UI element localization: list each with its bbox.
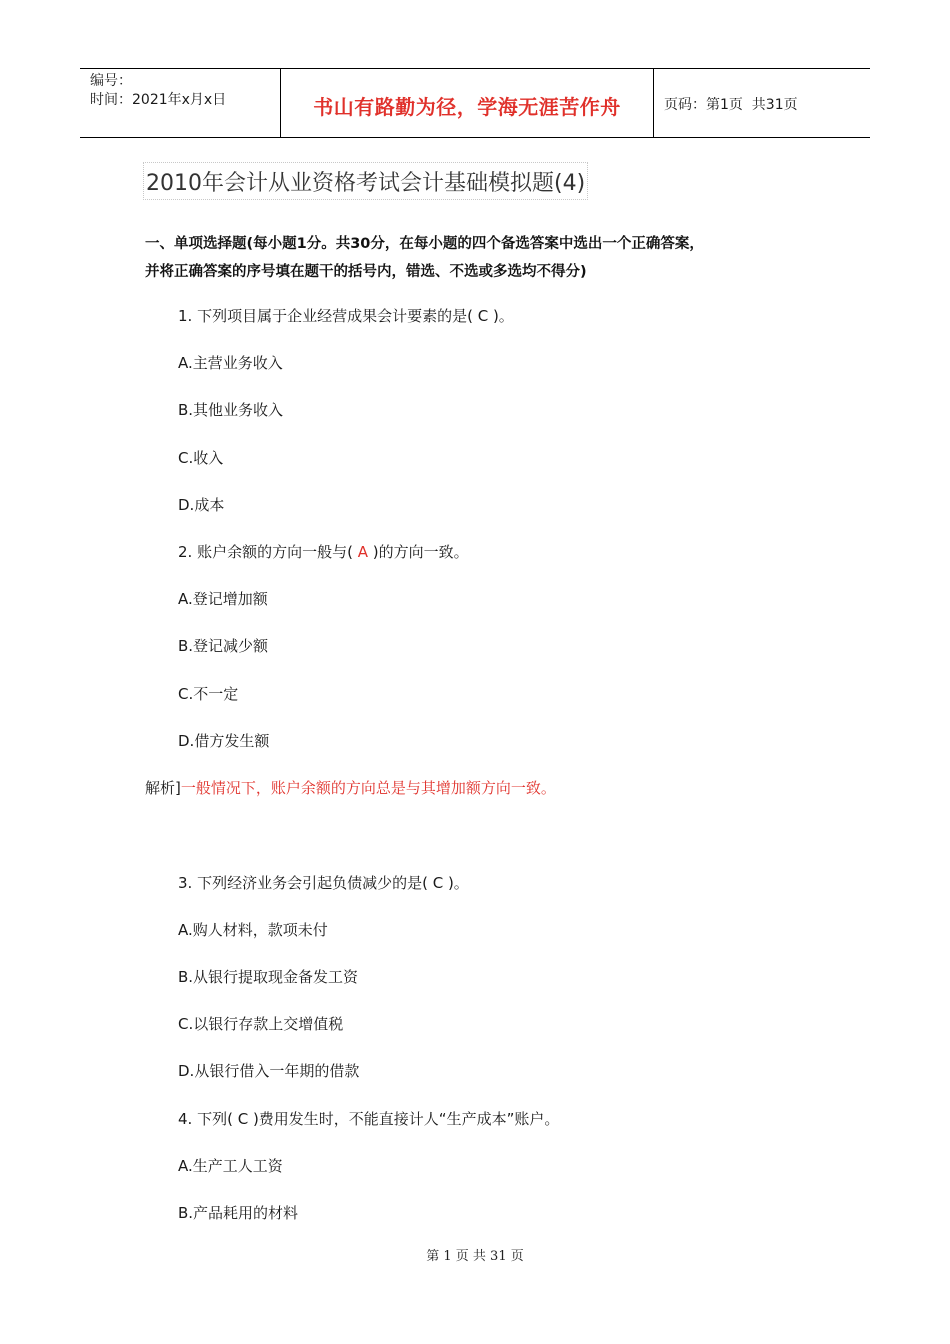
question-1-option-d: D.成本 bbox=[178, 496, 225, 514]
question-1-stem: 1. 下列项目属于企业经营成果会计要素的是( C )。 bbox=[178, 307, 514, 325]
question-1-option-c: C.收入 bbox=[178, 449, 224, 467]
page-footer: 第 1 页 共 31 页 bbox=[426, 1249, 524, 1264]
header-page-info: 页码：第1页 共31页 bbox=[664, 97, 798, 113]
header-motto: 书山有路勤为径，学海无涯苦作舟 bbox=[281, 69, 654, 137]
section-heading bbox=[145, 230, 825, 286]
question-3-option-d: D.从银行借入一年期的借款 bbox=[178, 1062, 360, 1080]
header-meta bbox=[80, 69, 281, 137]
question-4-option-b: B.产品耗用的材料 bbox=[178, 1204, 299, 1222]
time-label: 时间：2021年x月x日 bbox=[90, 92, 227, 108]
question-4-stem: 4. 下列( C )费用发生时，不能直接计人“生产成本”账户。 bbox=[178, 1110, 560, 1128]
analysis-text: 一般情况下，账户余额的方向总是与其增加额方向一致。 bbox=[180, 779, 556, 797]
analysis-label: 解析] bbox=[145, 779, 181, 797]
section-heading-line-1: 一、单项选择题(每小题1分。共30分，在每小题的四个备选答案中选出一个正确答案， bbox=[145, 236, 704, 252]
question-2-option-c: C.不一定 bbox=[178, 685, 239, 703]
section-heading-line-2: 并将正确答案的序号填在题干的括号内，错选、不选或多选均不得分) bbox=[145, 264, 587, 280]
question-2-option-d: D.借方发生额 bbox=[178, 732, 270, 750]
question-1-option-a: A.主营业务收入 bbox=[178, 354, 283, 372]
question-3-stem: 3. 下列经济业务会引起负债减少的是( C )。 bbox=[178, 874, 469, 892]
number-label: 编号： bbox=[90, 73, 132, 89]
question-1-option-b: B.其他业务收入 bbox=[178, 401, 284, 419]
question-2-answer: A bbox=[352, 543, 373, 561]
page-header bbox=[80, 68, 870, 138]
question-2-stem-before: 2. 账户余额的方向一般与( bbox=[178, 543, 353, 561]
question-3-option-b: B.从银行提取现金备发工资 bbox=[178, 968, 359, 986]
question-2-stem bbox=[178, 541, 469, 562]
document-title: 2010年会计从业资格考试会计基础模拟题(4) bbox=[143, 162, 588, 200]
question-2-stem-after: )的方向一致。 bbox=[372, 543, 469, 561]
question-3-option-a: A.购人材料，款项未付 bbox=[178, 921, 328, 939]
question-2-analysis bbox=[145, 777, 556, 798]
question-3-option-c: C.以银行存款上交增值税 bbox=[178, 1015, 344, 1033]
question-2-option-b: B.登记减少额 bbox=[178, 637, 269, 655]
question-4-option-a: A.生产工人工资 bbox=[178, 1157, 283, 1175]
question-2-option-a: A.登记增加额 bbox=[178, 590, 268, 608]
